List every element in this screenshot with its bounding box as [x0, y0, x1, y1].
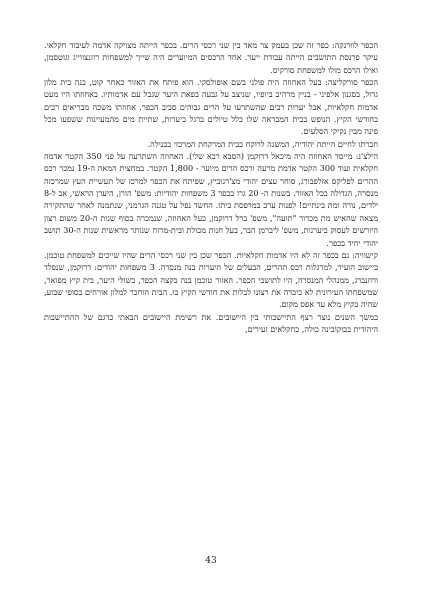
- body-text: [44, 39, 378, 335]
- paragraph-settlement: במשך השנים נוצר רצף התיישבותי בין היישובים. את רשימת היישובים הבאתי כדגם של ההתיישבות היהודית בבוקובינה כולה, כחקלאים זעירים,: [44, 311, 378, 334]
- paragraph-hilcheni: הילצ'נ: מייסד האחוזה היה מיכאל דרוקמן (הסבא רבא שלי). האחוזה השתרעה על פני 350 הקטר אדמה חקלאית ועוד 300 הקטר אדמת מרעה ורכס הרים מיוער - 1,800 הקטר. במחצית המאה ה-19 נמכר רכס ההרים לפליקס אזלפבורג, סוחר עצים יהודי מצ'רנוביץ, שפיתח את הכפר למרכז של תעשיית העץ שמרכזה מנסרה, הגדולה בכל האזור. בשנות ה- 20 גרו בכפר 3 משפחות יהודיות: משפ' הורן, היערן הראשי, אב ל-8 ילדים, נורה ומת בינתיים! לפנות ערב במרפסת ביתו. החשד נפל על טגנה הגרמני, שנתמנה לאחר שהתקירה מצאה שהאיש מת מכדור "תועה", משפ' ברל דרוקמן, בעל האחוזה, שנמכרה בסוף שנות ה-20 משום רצון היורשים לעסוק ביערנות, משפ' ליברמן הבר, בעל חנות מכולת ובית-מרזח שנותר מראשית שנות ה-30 תושב יהודי יחיד בכפר.: [44, 151, 379, 248]
- paragraph-kishovia: קישוויה: גם בכפר זה לא היו אדמות חקלאיות. הכפר שכן בין שני רכסי הרים שהיו שייכים למשפחת טוכמן. ביישוב הועיר, למרגלות רכס ההרים, הבעלים של היערות בנה מנסרה. 3 משפחות יהודים: דרוקמן, שנפלד ורוזנברג, ממנהלי המנסרה, היו לתושבי הכפר. האזור טוכמן בנה בקצה הכפר, בשולי היער, בית קיץ מפואר, שמשפחתו העירונית לא כיבדה את רצונו לבלות את חודשי הקיץ בו. הבית הוחכר למלון אורחים בסופי שבוע, שהיה בקיץ מלא עד אפס מקום.: [44, 249, 379, 310]
- paragraph-sorkalitza: הכפר סורקליצה: בעל האחוזה היה פולני בשם אופולסקי. הוא פיתח את האזור כאחר קוט, בנה בית מלון גדול, בסגנון אלפיני - בניין מרהיב ביופיו, שניצב על גבעה בפאת היער שגבל עם אדמותיו. באחוזתו היו מעט אדמות חקלאיות, אבל יערות רבים שהשתרעו על הרים גבוהים סביב הכפר. אחוזתו משכה מבריאים רבים בחודשי הקיץ. הנופש בבית המבראה שלו כלל טיולים ברגל ביערות, שתיית מים מהמעיינות ששפעו מכל פינה מבין נקיקי הסלעים.: [44, 77, 378, 137]
- paragraph-lovrenka: הכפר לוורנקה: כפר זה שכן בעמק צר מאד בין שני רכסי הרים. בכפר הייתה מצויקה אדמה לעיבוד חקלאי. עיקר פרנסת התושבים הייתה עבודת ייער. אחד הרכסים המיוערים היה שייך למשפחות רוזנצווייג וגוטסמן, ואילו הרכס מולו למשפחת סורקיס.: [44, 40, 378, 75]
- paragraph-companion: חברתו לחיים הייתה יהודיה, המשנה לרוקח בבית המרקחת המרכזי בבנילה.: [147, 138, 378, 149]
- page-number: 43: [205, 556, 217, 566]
